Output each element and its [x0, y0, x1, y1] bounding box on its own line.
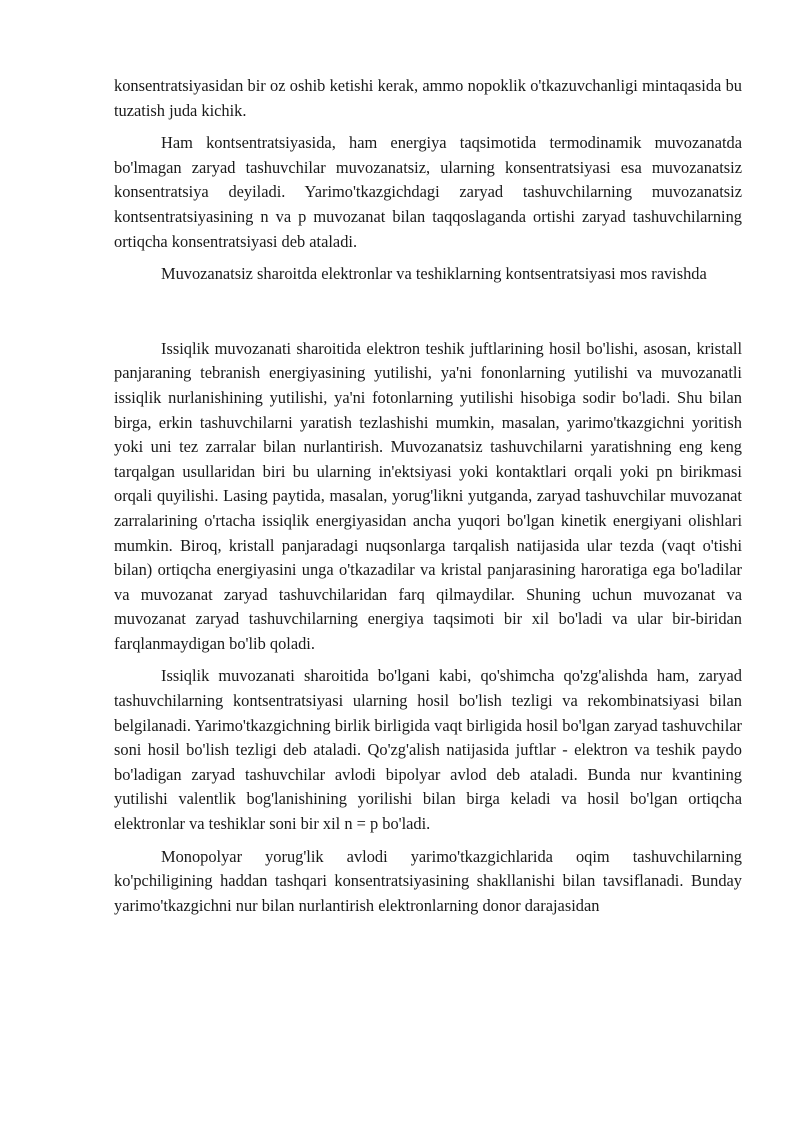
paragraph-nonequilibrium-concentration: Muvozanatsiz sharoitda elektronlar va teshiklarning kontsentratsiyasi mos ravishda: [161, 264, 707, 284]
paragraph-nonequilibrium-definition: Ham kontsentratsiyasida, ham energiya taqsimotida termodinamik muvozanatda bo'lmagan zaryad tashuvchilar muvozanatsiz, ularning konsentratsiyasi esa muvozanatsiz konsentratsiya deyiladi. Yarimo'tkazgichdagi zaryad tashuvchilarning muvozanatsiz kontsentratsiyasining n va p muvozanat bilan taqqoslaganda ortishi zaryad tashuvchilarning ortiqcha konsentratsiyasi deb ataladi.: [114, 133, 742, 251]
paragraph-monopolar-generation: Monopolyar yorug'lik avlodi yarimo'tkazgichlarida oqim tashuvchilarning ko'pchiligining haddan tashqari konsentratsiyasining shakllanishi bilan tavsiflanadi. Bunday yarimo'tkazgichni nur bilan nurlantirish elektronlarning donor darajasidan: [114, 846, 742, 915]
paragraph-continuation: konsentratsiyasidan bir oz oshib ketishi kerak, ammo nopoklik o'tkazuvchanligi mintaqasida bu tuzatish juda kichik.: [114, 76, 742, 120]
document-page: [114, 74, 742, 918]
paragraph-thermal-equilibrium: Issiqlik muvozanati sharoitida elektron teshik juftlarining hosil bo'lishi, asosan, kristall panjaraning tebranish energiyasining yutilishi, ya'ni fononlarning yutilishi va muvozanatli issiqlik nurlanishining yutilishi, ya'ni fotonlarning yutilishi hisobiga sodir bo'ladi. Shu bilan birga, erkin tashuvchilarni yaratish tezlashishi mumkin, masalan, yarimo'tkazgichni yoritish yoki uni tez zarralar bilan nurlantirish. Muvozanatsiz tashuvchilarni yaratishning eng keng tarqalgan usullaridan biri bu ularning in'ektsiyasi yoki kontaktlari orqali yoki pn birikmasi orqali quyilishi. Lasing paytida, masalan, yorug'likni yutganda, zaryad tashuvchilar muvozanat zarralarining o'rtacha issiqlik energiyasidan ancha yuqori bo'lgan kinetik energiyani olishlari mumkin. Biroq, kristall panjaradagi nuqsonlarga tarqalish natijasida ular tezda (vaqt o'tishi bilan) ortiqcha energiyasini unga o'tkazadilar va kristal panjarasining haroratiga ega bo'ladilar va muvozanat zaryad tashuvchilaridan farq qilmaydilar. Shuning uchun muvozanat va muvozanat zaryad tashuvchilarning energiya taqsimoti bir xil bo'ladi va ular bir-biridan farqlanmaydigan bo'lib qoladi.: [114, 338, 742, 653]
paragraph-generation-rate: Issiqlik muvozanati sharoitida bo'lgani kabi, qo'shimcha qo'zg'alishda ham, zaryad tashuvchilarning kontsentratsiyasi ularning hosil bo'lish tezligi va rekombinatsiyasi bilan belgilanadi. Yarimo'tkazgichning birlik birligida vaqt birligida hosil bo'lgan zaryad tashuvchilar soni hosil bo'lish tezligi deb ataladi. Qo'zg'alish natijasida juftlar - elektron va teshik paydo bo'ladigan zaryad tashuvchilar avlodi bipolyar avlod deb ataladi. Bunda nur kvantining yutilishi valentlik bog'lanishining yorilishi bilan birga keladi va hosil bo'lgan ortiqcha elektronlar va teshiklar soni bir xil n = p bo'ladi.: [114, 666, 742, 834]
